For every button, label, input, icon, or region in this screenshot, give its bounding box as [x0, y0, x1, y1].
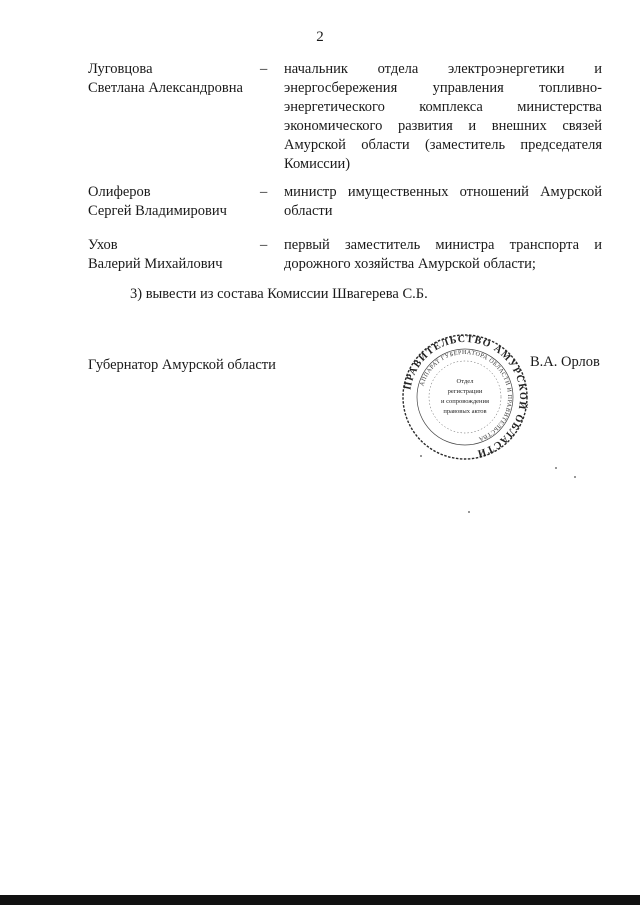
seal-center-text: и сопровождения — [441, 398, 489, 405]
seal-center-text: регистрации — [447, 388, 483, 395]
member-surname: Ухов — [88, 237, 118, 253]
svg-text:АППАРАТ ГУБЕРНАТОРА ОБЛАСТИ И — [419, 350, 512, 442]
member-role: министр имущественных отношений Амурской области — [284, 184, 602, 219]
official-seal — [400, 332, 530, 462]
member-given-names: Валерий Михайлович — [88, 256, 223, 272]
seal-center-text: правовых актов — [443, 408, 487, 415]
seal-center-text: Отдел — [456, 378, 474, 385]
scan-speck — [574, 476, 576, 478]
scan-speck — [420, 455, 422, 457]
member-name — [88, 60, 268, 98]
page-number: 2 — [316, 29, 324, 45]
dash: – — [260, 184, 268, 200]
scan-speck — [468, 511, 470, 513]
member-surname: Олиферов — [88, 184, 151, 200]
member-given-names: Сергей Владимирович — [88, 203, 227, 219]
member-name — [88, 183, 268, 221]
dash: – — [260, 61, 268, 77]
member-given-names: Светлана Александровна — [88, 80, 243, 96]
member-surname: Луговцова — [88, 61, 153, 77]
scan-bottom-edge — [0, 895, 640, 905]
scan-speck — [555, 467, 557, 469]
member-role: начальник отдела электроэнергетики и энергосбережения управления топливно-энергетического комплекса министерства экономического развития и внешних связей Амурской области (заместитель председателя Комиссии) — [284, 61, 602, 172]
item-3-text: 3) вывести из состава Комиссии Швагерева С.Б. — [130, 286, 428, 302]
member-role: первый заместитель министра транспорта и дорожного хозяйства Амурской области; — [284, 237, 602, 272]
member-name — [88, 236, 268, 274]
dash: – — [260, 237, 268, 253]
signer-name: В.А. Орлов — [530, 354, 600, 370]
seal-inner-text: АППАРАТ ГУБЕРНАТОРА ОБЛАСТИ И ПРАВИТЕЛЬСТВА — [419, 349, 513, 442]
signer-title: Губернатор Амурской области — [88, 357, 276, 373]
seal-outer-text: ПРАВИТЕЛЬСТВО АМУРСКОЙ ОБЛАСТИ — [402, 333, 529, 459]
